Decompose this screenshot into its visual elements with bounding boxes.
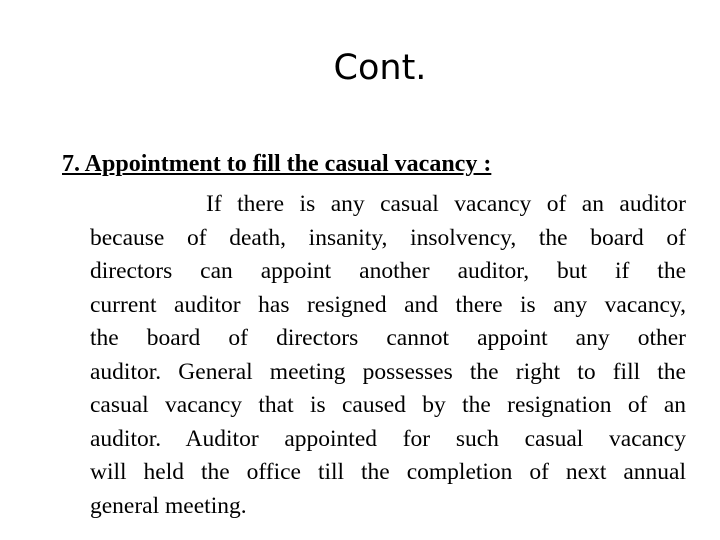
paragraph-line: general meeting. bbox=[90, 492, 247, 519]
section-heading: 7. Appointment to fill the casual vacancy : bbox=[62, 151, 492, 177]
paragraph-line: will held the office till the completion of next annual bbox=[90, 459, 686, 485]
paragraph-line: because of death, insanity, insolvency, the board of bbox=[90, 224, 686, 251]
paragraph-line: the board of directors cannot appoint any other bbox=[90, 325, 686, 351]
body-paragraph bbox=[90, 188, 686, 523]
paragraph-line: current auditor has resigned and there is any vacancy, bbox=[90, 291, 686, 318]
paragraph-line: auditor. General meeting possesses the right to fill the bbox=[90, 358, 686, 385]
slide-title: Cont. bbox=[333, 48, 427, 88]
paragraph-line: auditor. Auditor appointed for such casual vacancy bbox=[90, 425, 686, 452]
paragraph-line: If there is any casual vacancy of an auditor bbox=[206, 191, 686, 217]
paragraph-line: directors can appoint another auditor, but if the bbox=[90, 258, 686, 284]
paragraph-line: casual vacancy that is caused by the resignation of an bbox=[90, 392, 686, 418]
